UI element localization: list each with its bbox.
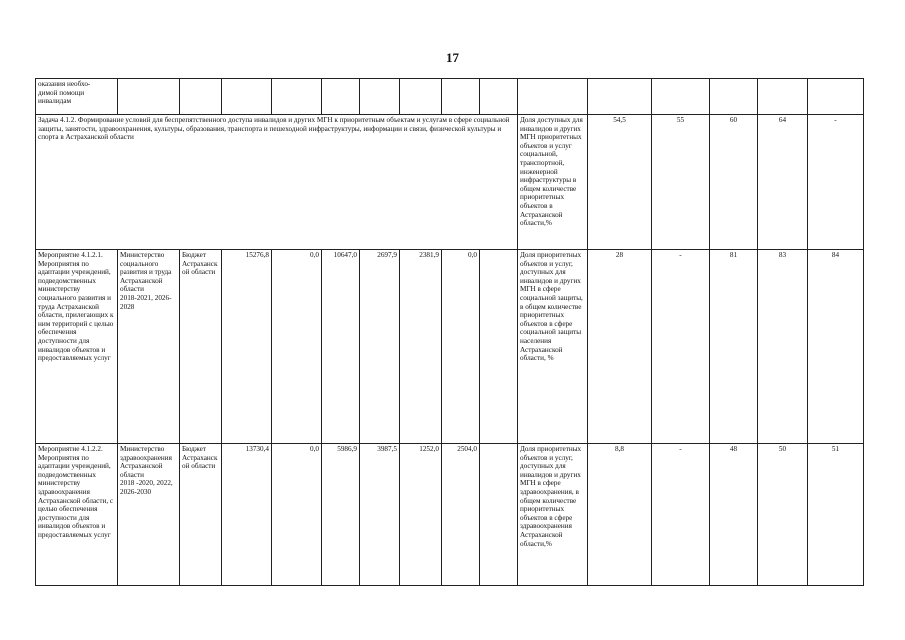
measure-text: Мероприятие 4.1.2.1. Мероприятия по адаптации учреждений, подведомственных министерству социального развития и труда Астраханской области, прилегающих к ним территорий с целью обеспечения доступности для инвалидов объектов и предоставляемых услуг	[36, 250, 118, 444]
task-value: 55	[652, 115, 710, 250]
indicator-value: -	[652, 444, 710, 586]
indicator-value: 81	[710, 250, 758, 444]
task-text: Задача 4.1.2. Формирование условий для беспрепятственного доступа инвалидов и других МГН к приоритетным объектам и услугам в сфере социальной защиты, занятости, здравоохранения, культуры, образования, транспорта и пешеходной инфраструктуры, информации и связи, физической культуры и спорта в Астраханской области	[36, 115, 518, 250]
indicator-value: 28	[588, 250, 652, 444]
funding-source: Бюджет Астраханской области	[180, 444, 222, 586]
indicator-text: Доля приоритетных объектов и услуг, доступных для инвалидов и других МГН в сфере здравоохранения, в общем количестве приоритетных объектов в сфере здравоохранения Астраханской области,%	[518, 444, 588, 586]
funding-value: 5986,9	[322, 444, 360, 586]
funding-value: 3987,5	[360, 444, 400, 586]
table-row-continuation	[36, 79, 864, 115]
measure-text: Мероприятие 4.1.2.2. Мероприятия по адаптации учреждений, подведомственных министерству здравоохранения Астраханской области, с целью обеспечения доступности для инвалидов объектов и предоставляемых услуг	[36, 444, 118, 586]
funding-source: Бюджет Астраханской области	[180, 250, 222, 444]
task-indicator: Доля доступных для инвалидов и других МГН приоритетных объектов и услуг социальной, транспортной, инженерной инфраструктуры в общем количестве приоритетных объектов в Астраханской области,%	[518, 115, 588, 250]
indicator-value: 48	[710, 444, 758, 586]
program-table	[35, 78, 864, 586]
total-amount: 13730,4	[222, 444, 272, 586]
indicator-value: -	[652, 250, 710, 444]
task-value: 54,5	[588, 115, 652, 250]
task-value: 60	[710, 115, 758, 250]
table-row	[36, 444, 864, 586]
total-amount: 15276,8	[222, 250, 272, 444]
funding-value: 1252,0	[400, 444, 442, 586]
page-number: 17	[446, 50, 459, 65]
task-value: 64	[758, 115, 808, 250]
funding-value: 0,0	[272, 250, 322, 444]
funding-value: 0,0	[442, 250, 480, 444]
indicator-value: 83	[758, 250, 808, 444]
table-row	[36, 250, 864, 444]
continuation-text: оказания необхо- димой помощи инвалидам	[36, 79, 118, 115]
indicator-text: Доля приоритетных объектов и услуг, доступных для инвалидов и других МГН в сфере социальной защиты, в общем количестве приоритетных объектов в сфере социальной защиты населения Астраханской области, %	[518, 250, 588, 444]
funding-value: 2697,9	[360, 250, 400, 444]
table-row-task	[36, 115, 864, 250]
funding-value: 2504,0	[442, 444, 480, 586]
task-value: -	[808, 115, 864, 250]
executor-text: Министерство здравоохранения Астраханской области 2018 -2020, 2022, 2026-2030	[118, 444, 180, 586]
indicator-value: 50	[758, 444, 808, 586]
indicator-value: 51	[808, 444, 864, 586]
funding-value: 10647,0	[322, 250, 360, 444]
indicator-value: 8,8	[588, 444, 652, 586]
funding-value: 0,0	[272, 444, 322, 586]
executor-text: Министерство социального развития и труда Астраханской области 2018-2021, 2026-2028	[118, 250, 180, 444]
indicator-value: 84	[808, 250, 864, 444]
funding-value: 2381,9	[400, 250, 442, 444]
